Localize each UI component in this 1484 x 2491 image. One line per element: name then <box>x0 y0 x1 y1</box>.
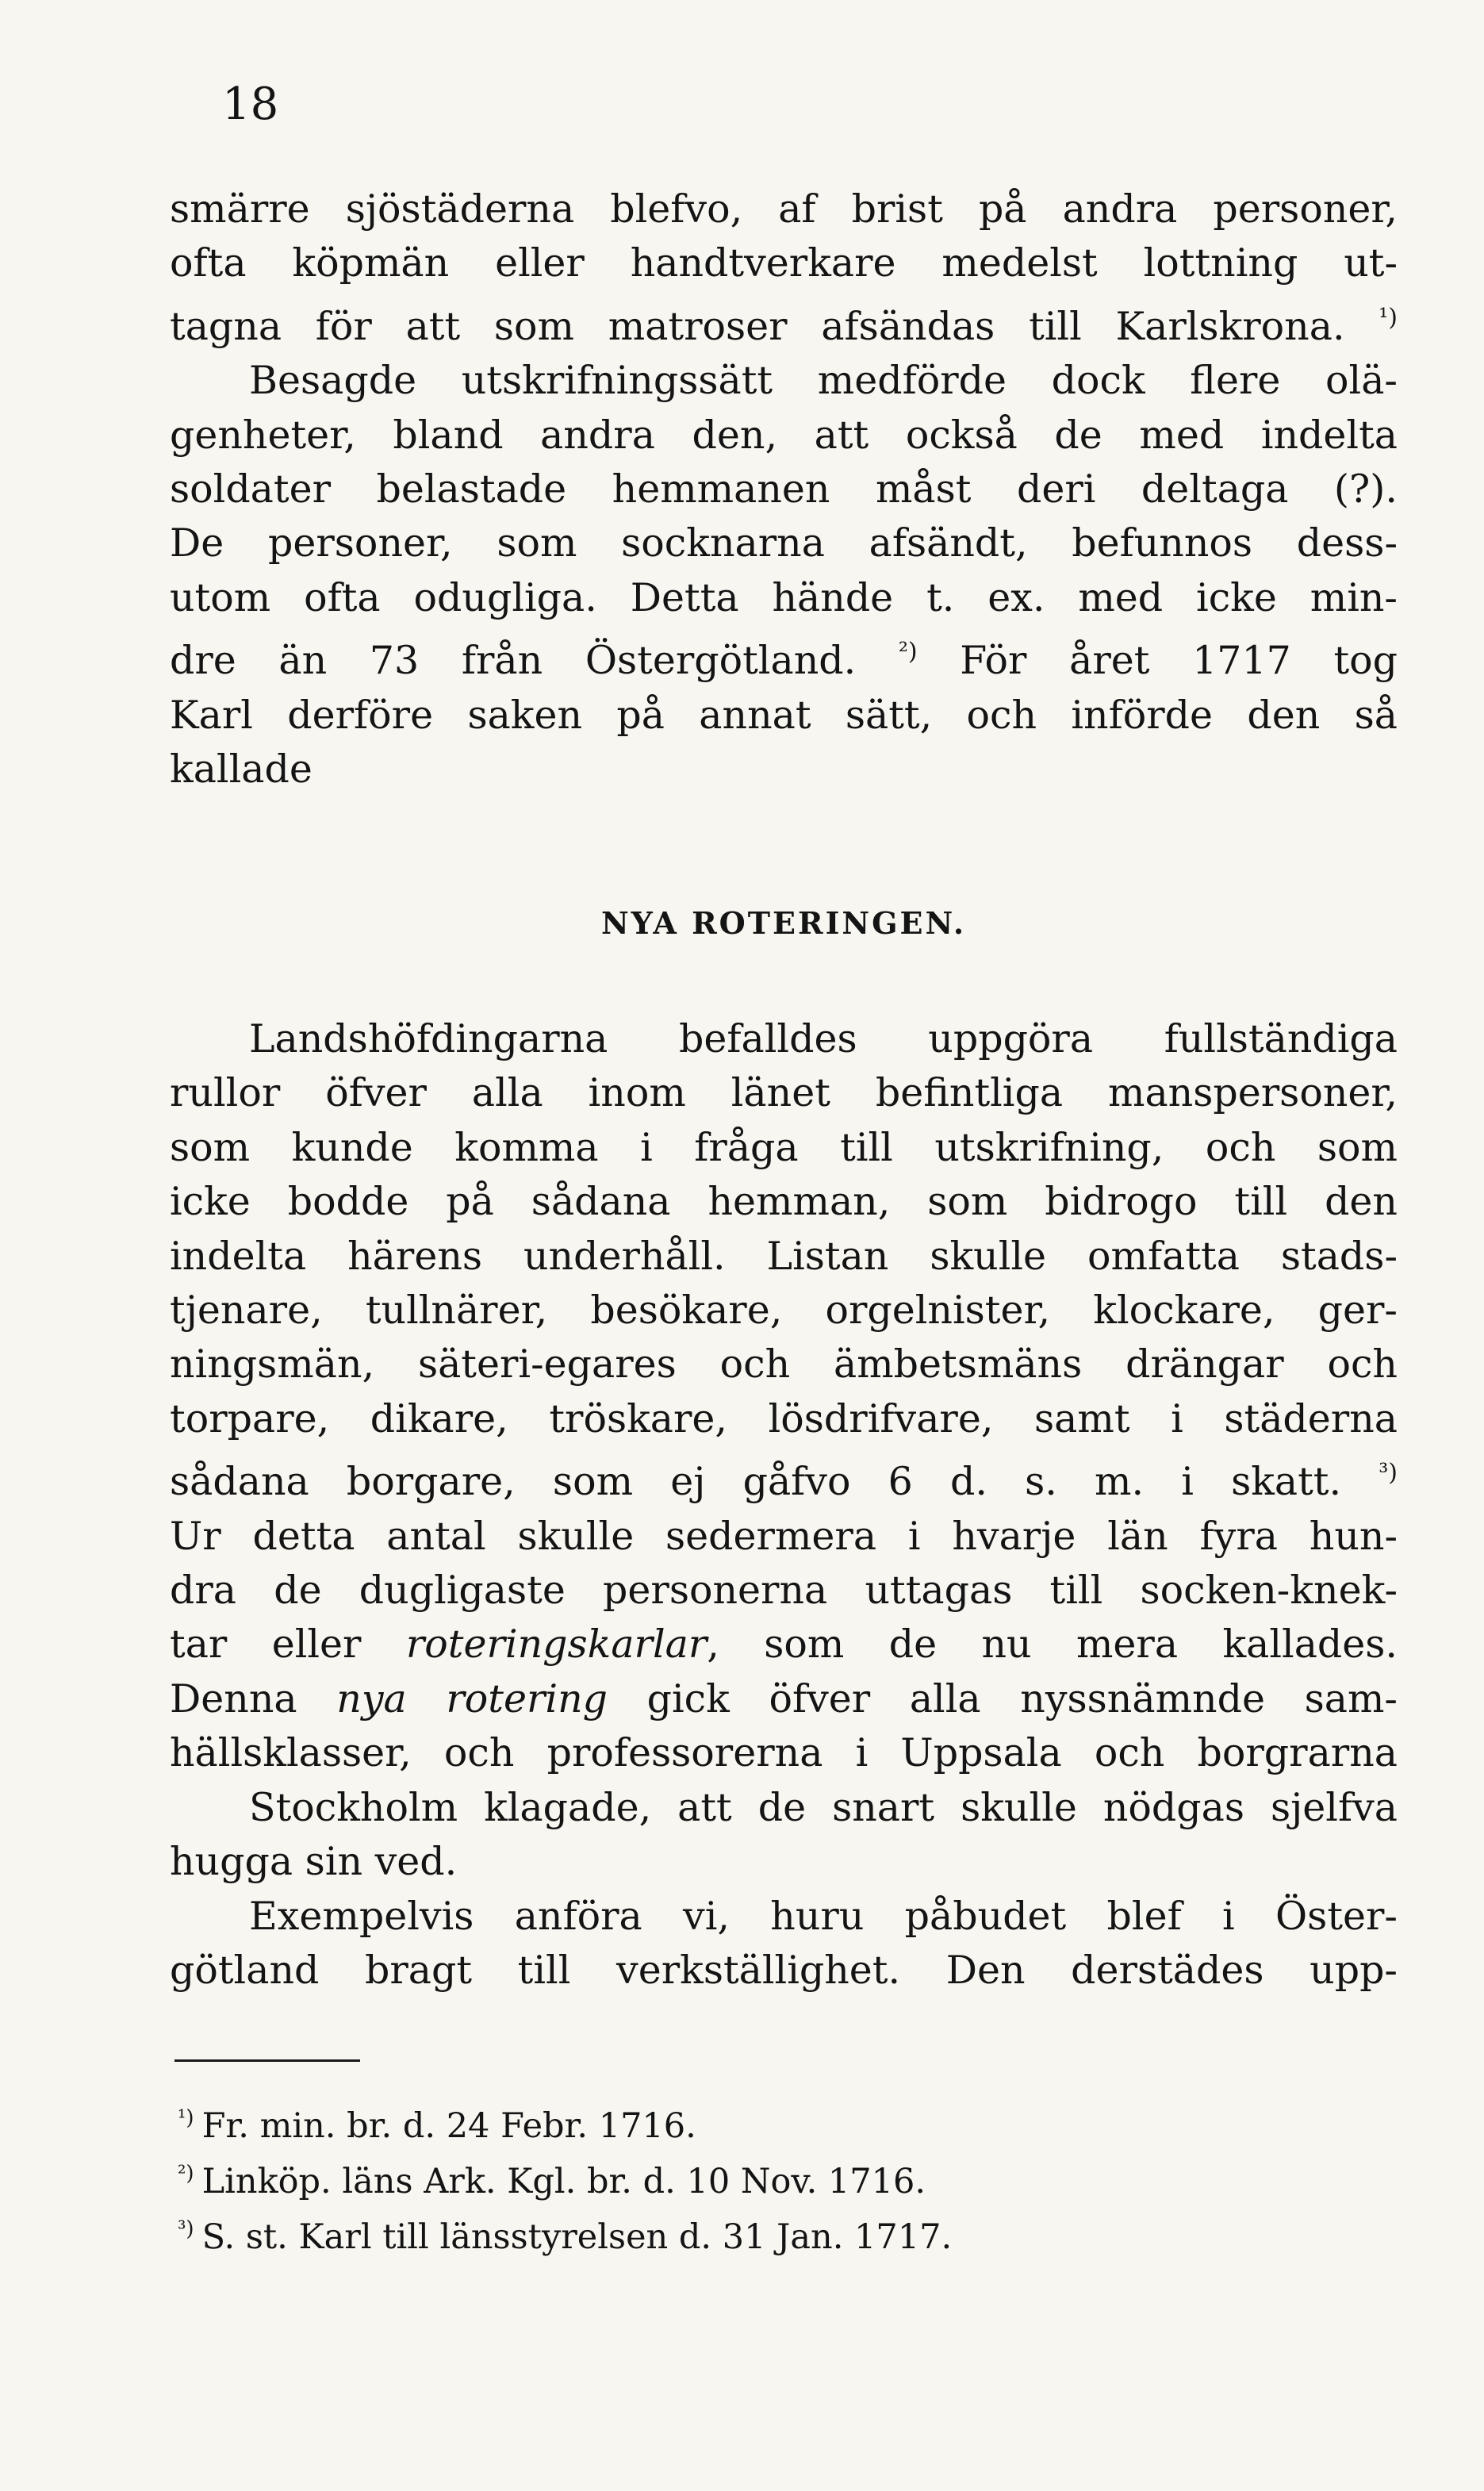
text-line: soldater belastade hemmanen måst deri deltaga (?). <box>170 466 1398 512</box>
text-line: utom ofta odugliga. Detta hände t. ex. med icke min- <box>170 574 1398 620</box>
footnote <box>178 2205 952 2261</box>
text-line: icke bodde på sådana hemman, som bidrogo till den <box>170 1179 1398 1225</box>
footnote-text: Fr. min. br. d. 24 Febr. 1716. <box>201 2106 696 2146</box>
footnote-ref: ¹) <box>1379 303 1398 332</box>
text-line: Exempelvis anföra vi, huru påbudet blef i Öster- <box>249 1893 1398 1939</box>
text-line: De personer, som socknarna afsändt, befunnos dess- <box>170 520 1398 566</box>
text-line: hällsklasser, och professorerna i Uppsala och borgrarna <box>170 1730 1398 1776</box>
page-number: 18 <box>222 79 279 130</box>
text-line: hugga sin ved. <box>170 1839 458 1885</box>
text-segment: Denna <box>170 1675 337 1721</box>
footnote <box>178 2094 952 2150</box>
text-segment: dre än 73 från Östergötland. <box>170 638 857 684</box>
text-line: Landshöfdingarna befalldes uppgöra fullständiga <box>249 1016 1398 1061</box>
text-line: Karl derföre saken på annat sätt, och införde den så <box>170 692 1398 738</box>
text-line <box>170 291 1398 354</box>
text-line: Besagde utskrifningssätt medförde dock flere olä- <box>249 358 1398 404</box>
text-line: ningsmän, säteri-egares och ämbetsmäns drängar och <box>170 1341 1398 1388</box>
text-segment: sådana borgare, som ej gåfvo 6 d. s. m. i skatt. <box>170 1459 1342 1505</box>
text-line: torpare, dikare, tröskare, lösdrifvare, samt i städerna <box>170 1395 1398 1441</box>
text-line: ofta köpmän eller handtverkare medelst lottning ut- <box>170 240 1398 286</box>
text-line: tjenare, tullnärer, besökare, orgelnister, klockare, ger- <box>170 1288 1398 1334</box>
footnote-ref: ³) <box>1379 1459 1398 1487</box>
text-line: smärre sjöstäderna blefvo, af brist på andra personer, <box>170 186 1398 232</box>
text-segment: tagna för att som matroser afsändas till Karlskrona. <box>170 303 1345 349</box>
text-line <box>170 1446 1398 1509</box>
text-line <box>170 1672 1398 1726</box>
text-segment: gick öfver alla nyssnämnde sam- <box>608 1675 1398 1721</box>
footnote-text: S. st. Karl till länsstyrelsen d. 31 Jan. 1717. <box>201 2217 953 2257</box>
text-line <box>170 625 1398 688</box>
text-line <box>170 1618 1398 1672</box>
text-line: Ur detta antal skulle sedermera i hvarje län fyra hun- <box>170 1513 1398 1559</box>
footnote-mark: ³) <box>178 2217 194 2241</box>
text-line: götland bragt till verkställighet. Den derstädes upp- <box>170 1947 1398 1993</box>
text-line: dra de dugligaste personerna uttagas till socken-knek- <box>170 1568 1398 1614</box>
footnotes <box>178 2094 952 2261</box>
footnote-ref: ²) <box>898 638 918 666</box>
text-line: Stockholm klagade, att de snart skulle nödgas sjelfva <box>249 1784 1398 1830</box>
text-line: rullor öfver alla inom länet befintliga manspersoner, <box>170 1070 1398 1116</box>
footnote <box>178 2150 952 2205</box>
italic-term: roteringskarlar <box>405 1622 707 1668</box>
text-line: indelta härens underhåll. Listan skulle omfatta stads- <box>170 1233 1398 1279</box>
footnote-mark: ¹) <box>178 2106 194 2130</box>
text-line: kallade <box>170 747 313 793</box>
footnote-text: Linköp. läns Ark. Kgl. br. d. 10 Nov. 1716. <box>201 2162 926 2201</box>
section-heading: NYA ROTERINGEN. <box>600 905 967 941</box>
italic-term: nya rotering <box>336 1675 608 1721</box>
paragraph-1 <box>170 182 1398 796</box>
footnote-divider <box>174 2059 360 2062</box>
text-segment: För året 1717 tog <box>917 638 1398 684</box>
text-segment: , som de nu mera kallades. <box>707 1622 1398 1668</box>
paragraph-2 <box>170 1012 1398 1998</box>
text-line: som kunde komma i fråga till utskrifning, och som <box>170 1124 1398 1170</box>
footnote-mark: ²) <box>178 2162 194 2186</box>
text-segment: tar eller <box>170 1622 406 1668</box>
text-line: genheter, bland andra den, att också de med indelta <box>170 412 1398 458</box>
